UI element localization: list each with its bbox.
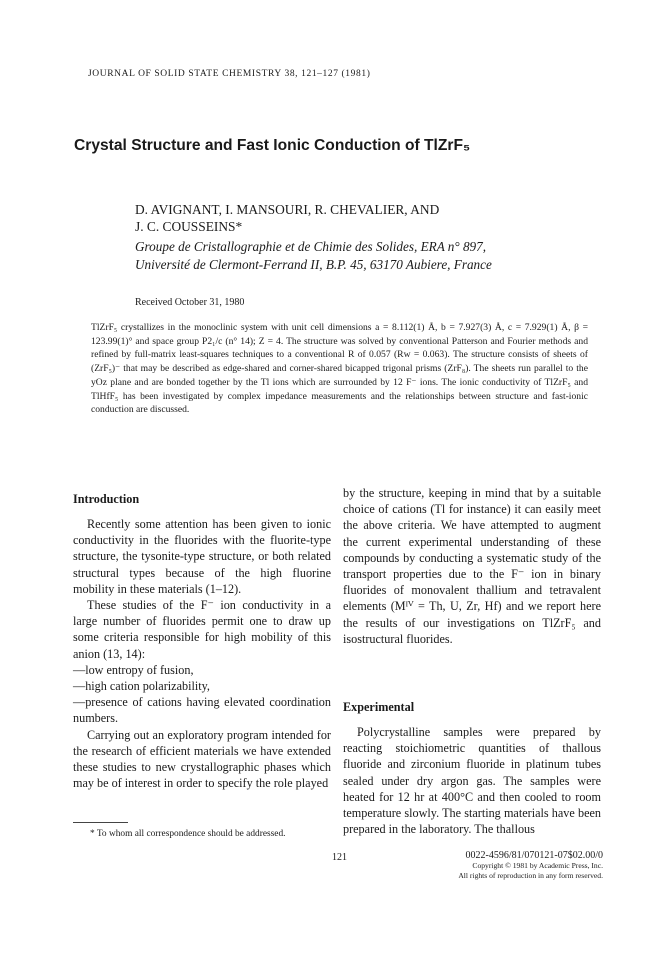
experimental-heading: Experimental xyxy=(343,700,415,714)
introduction-body xyxy=(73,516,331,791)
journal-header: JOURNAL OF SOLID STATE CHEMISTRY 38, 121–127 (1981) xyxy=(88,69,371,79)
experimental-body xyxy=(343,724,601,837)
authors-line-1: D. AVIGNANT, I. MANSOURI, R. CHEVALIER, AND xyxy=(135,202,440,217)
criteria-item-3: —presence of cations having elevated coordination numbers. xyxy=(73,695,331,726)
copyright-code: 0022-4596/81/070121-07$02.00/0 xyxy=(465,850,603,861)
intro-paragraph-1: Recently some attention has been given to ionic conductivity in the fluorides with the fluorite-type structure, the tysonite-type structure, or both related structural types because of the high fluorine mobility in these materials (1–12). xyxy=(73,517,331,596)
affiliation xyxy=(135,238,605,274)
introduction-heading: Introduction xyxy=(73,492,140,506)
abstract: TlZrF₅ crystallizes in the monoclinic system with unit cell dimensions a = 8.112(1) Å, b = 7.927(3) Å, c = 7.929(1) Å, β = 123.99(1)° and space group P2₁/c (n° 14); Z = 4. The structure was solved by conventional Patterson and Fourier methods and refined by full-matrix least-squares techniques to a conventional R of 0.057 (Rw = 0.063). The structure consists of sheets of (ZrF₅)⁻ that may be described as edge-shared and corner-shared bicapped trigonal prisms (ZrF₈). The sheets run parallel to the yOz plane and are bonded together by the Tl ions which are surrounded by 12 F⁻ ions. The ionic conductivity of TlZrF₅ and TlHfF₅ has been investigated by complex impedance measurements and the relationships between structure and fast-ionic conduction are discussed. xyxy=(91,322,588,416)
right-paragraph-1: by the structure, keeping in mind that by a suitable choice of cations (Tl for instance) it can easily meet the above criteria. We have attempted to augment the current experimental understanding of these compounds by conducting a systematic study of the transport properties due to the F⁻ ion in binary fluorides of monovalent thallium and tetravalent elements (Mᴵⱽ = Th, U, Zr, Hf) and we report here the results of our investigations on TlZrF₅ and isostructural fluorides. xyxy=(343,486,601,646)
authors xyxy=(135,201,605,235)
paper-title: Crystal Structure and Fast Ionic Conduction of TlZrF₅ xyxy=(74,137,471,154)
intro-paragraph-2: These studies of the F⁻ ion conductivity in a large number of fluorides permit one to draw up some criteria responsible for high mobility of this anion (13, 14): xyxy=(73,598,331,661)
affiliation-line-2: Université de Clermont-Ferrand II, B.P. 45, 63170 Aubiere, France xyxy=(135,257,492,272)
criteria-item-1: —low entropy of fusion, xyxy=(73,662,194,677)
authors-line-2: J. C. COUSSEINS* xyxy=(135,219,243,234)
criteria-item-2: —high cation polarizability, xyxy=(73,679,210,694)
intro-paragraph-3: Carrying out an exploratory program intended for the research of efficient materials we have extended these studies to new crystallographic phases which may be of interest in order to specify the role played xyxy=(73,727,331,791)
received-date: Received October 31, 1980 xyxy=(135,297,245,308)
footnote: * To whom all correspondence should be addressed. xyxy=(90,829,286,839)
footnote-rule xyxy=(73,822,128,823)
right-column-body xyxy=(343,485,601,647)
copyright-block xyxy=(420,850,603,881)
copyright-rights: All rights of reproduction in any form reserved. xyxy=(458,871,603,880)
copyright-notice: Copyright © 1981 by Academic Press, Inc. xyxy=(472,861,603,870)
affiliation-line-1: Groupe de Cristallographie et de Chimie des Solides, ERA n° 897, xyxy=(135,239,487,254)
page-number: 121 xyxy=(332,852,347,863)
experimental-paragraph-1: Polycrystalline samples were prepared by reacting stoichiometric quantities of thallous fluoride and zirconium fluoride in platinum tubes sealed under dry argon gas. The samples were heated for 12 hr at 400°C and then cooled to room temperature slowly. The starting materials have been prepared in the laboratory. The thallous xyxy=(343,725,601,837)
